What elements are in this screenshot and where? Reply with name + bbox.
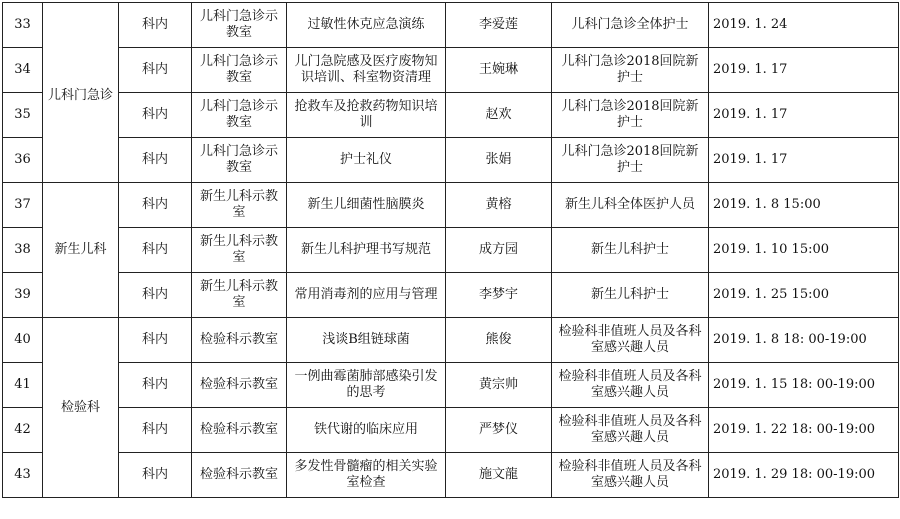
table-row [3, 138, 899, 183]
speaker-cell: 施文龍 [446, 453, 552, 498]
table-row [3, 408, 899, 453]
audience-cell: 新生儿科护士 [552, 273, 709, 318]
time-cell: 2019. 1. 10 15:00 [709, 228, 899, 273]
category-cell: 科内 [119, 3, 192, 48]
location-cell: 检验科示教室 [192, 363, 287, 408]
topic-cell: 一例曲霉菌肺部感染引发的思考 [287, 363, 446, 408]
category-cell: 科内 [119, 48, 192, 93]
location-cell: 检验科示教室 [192, 318, 287, 363]
speaker-cell: 赵欢 [446, 93, 552, 138]
time-cell: 2019. 1. 29 18: 00-19:00 [709, 453, 899, 498]
location-cell: 儿科门急诊示教室 [192, 3, 287, 48]
audience-cell: 新生儿科全体医护人员 [552, 183, 709, 228]
location-cell: 儿科门急诊示教室 [192, 93, 287, 138]
speaker-cell: 王婉琳 [446, 48, 552, 93]
table-row [3, 183, 899, 228]
category-cell: 科内 [119, 408, 192, 453]
topic-cell: 护士礼仪 [287, 138, 446, 183]
topic-cell: 新生儿细菌性脑膜炎 [287, 183, 446, 228]
category-cell: 科内 [119, 363, 192, 408]
audience-cell: 儿科门急诊2018回院新护士 [552, 93, 709, 138]
speaker-cell: 熊俊 [446, 318, 552, 363]
table-row [3, 93, 899, 138]
audience-cell: 检验科非值班人员及各科室感兴趣人员 [552, 453, 709, 498]
row-number: 34 [3, 48, 43, 93]
location-cell: 儿科门急诊示教室 [192, 138, 287, 183]
speaker-cell: 成方园 [446, 228, 552, 273]
topic-cell: 浅谈B组链球菌 [287, 318, 446, 363]
audience-cell: 新生儿科护士 [552, 228, 709, 273]
speaker-cell: 黄榕 [446, 183, 552, 228]
row-number: 37 [3, 183, 43, 228]
time-cell: 2019. 1. 22 18: 00-19:00 [709, 408, 899, 453]
time-cell: 2019. 1. 25 15:00 [709, 273, 899, 318]
row-number: 36 [3, 138, 43, 183]
time-cell: 2019. 1. 8 18: 00-19:00 [709, 318, 899, 363]
category-cell: 科内 [119, 228, 192, 273]
topic-cell: 新生儿科护理书写规范 [287, 228, 446, 273]
department-cell: 儿科门急诊 [43, 3, 119, 183]
location-cell: 新生儿科示教室 [192, 228, 287, 273]
category-cell: 科内 [119, 138, 192, 183]
audience-cell: 儿科门急诊全体护士 [552, 3, 709, 48]
category-cell: 科内 [119, 273, 192, 318]
time-cell: 2019. 1. 24 [709, 3, 899, 48]
speaker-cell: 张娟 [446, 138, 552, 183]
audience-cell: 检验科非值班人员及各科室感兴趣人员 [552, 318, 709, 363]
table-row [3, 453, 899, 498]
speaker-cell: 李爱莲 [446, 3, 552, 48]
speaker-cell: 黄宗帅 [446, 363, 552, 408]
speaker-cell: 严梦仪 [446, 408, 552, 453]
department-cell: 新生儿科 [43, 183, 119, 318]
audience-cell: 儿科门急诊2018回院新护士 [552, 48, 709, 93]
location-cell: 检验科示教室 [192, 408, 287, 453]
category-cell: 科内 [119, 183, 192, 228]
time-cell: 2019. 1. 15 18: 00-19:00 [709, 363, 899, 408]
row-number: 35 [3, 93, 43, 138]
audience-cell: 检验科非值班人员及各科室感兴趣人员 [552, 363, 709, 408]
topic-cell: 多发性骨髓瘤的相关实验室检查 [287, 453, 446, 498]
row-number: 39 [3, 273, 43, 318]
row-number: 40 [3, 318, 43, 363]
row-number: 38 [3, 228, 43, 273]
topic-cell: 过敏性休克应急演练 [287, 3, 446, 48]
table-row [3, 363, 899, 408]
row-number: 41 [3, 363, 43, 408]
topic-cell: 常用消毒剂的应用与管理 [287, 273, 446, 318]
time-cell: 2019. 1. 17 [709, 48, 899, 93]
time-cell: 2019. 1. 17 [709, 138, 899, 183]
table-row [3, 228, 899, 273]
topic-cell: 铁代谢的临床应用 [287, 408, 446, 453]
audience-cell: 儿科门急诊2018回院新护士 [552, 138, 709, 183]
row-number: 33 [3, 3, 43, 48]
location-cell: 新生儿科示教室 [192, 183, 287, 228]
table-row [3, 3, 899, 48]
topic-cell: 儿门急院感及医疗废物知识培训、科室物资清理 [287, 48, 446, 93]
topic-cell: 抢救车及抢救药物知识培训 [287, 93, 446, 138]
category-cell: 科内 [119, 453, 192, 498]
category-cell: 科内 [119, 93, 192, 138]
department-cell: 检验科 [43, 318, 119, 498]
training-schedule-table [2, 2, 899, 498]
speaker-cell: 李梦宇 [446, 273, 552, 318]
table-row [3, 273, 899, 318]
location-cell: 检验科示教室 [192, 453, 287, 498]
audience-cell: 检验科非值班人员及各科室感兴趣人员 [552, 408, 709, 453]
time-cell: 2019. 1. 8 15:00 [709, 183, 899, 228]
row-number: 42 [3, 408, 43, 453]
location-cell: 新生儿科示教室 [192, 273, 287, 318]
location-cell: 儿科门急诊示教室 [192, 48, 287, 93]
time-cell: 2019. 1. 17 [709, 93, 899, 138]
category-cell: 科内 [119, 318, 192, 363]
table-row [3, 48, 899, 93]
table-row [3, 318, 899, 363]
row-number: 43 [3, 453, 43, 498]
